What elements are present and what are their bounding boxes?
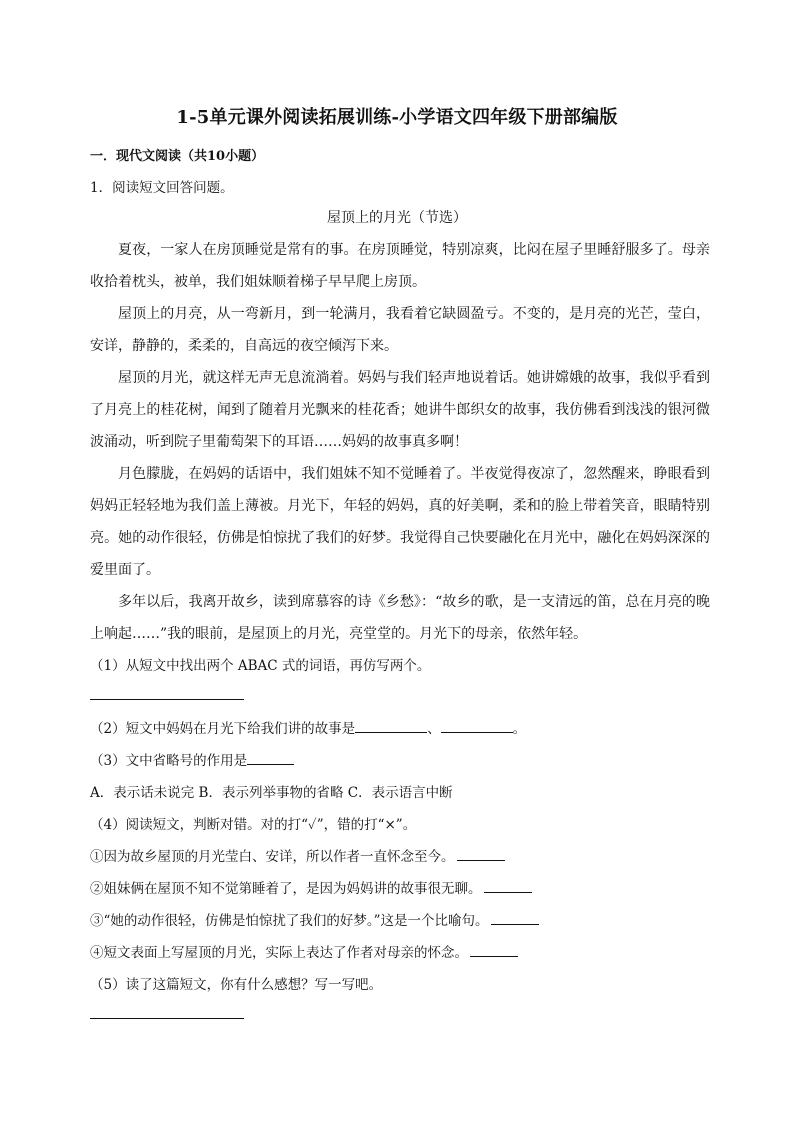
answer-line-q1[interactable] [90,699,244,700]
passage-paragraph: 多年以后，我离开故乡，读到席慕容的诗《乡愁》：“故乡的歌，是一支清远的笛，总在月亮的晚上响起……”我的眼前，是屋顶上的月光，亮堂堂的。月光下的母亲，依然年轻。 [90,594,710,642]
sub-question-3 [90,749,294,769]
sub-question-4: （4）阅读短文，判断对错。对的打“✓”，错的打“×”。 [90,817,417,833]
section-heading: 一．现代文阅读（共10小题） [90,149,265,164]
passage-body [90,234,710,650]
separator: 、 [427,721,441,737]
answer-blank-judgement-4[interactable] [470,942,518,957]
judgement-text: ④短文表面上写屋顶的月光，实际上表达了作者对母亲的怀念。 [90,945,468,961]
passage-paragraph: 屋顶上的月亮，从一弯新月，到一轮满月，我看着它缺圆盈亏。不变的，是月亮的光芒，莹白，安详，静静的，柔柔的，自高远的夜空倾泻下来。 [90,306,710,354]
passage-paragraph: 月色朦胧，在妈妈的话语中，我们姐妹不知不觉睡着了。半夜觉得夜凉了，忽然醒来，睁眼看到妈妈正轻轻地为我们盖上薄被。月光下，年轻的妈妈，真的好美啊，柔和的脸上带着笑音，眼睛特别亮。她的动作很轻，仿佛是怕惊扰了我们的好梦。我觉得自己快要融化在月光中，融化在妈妈深深的爱里面了。 [90,466,710,578]
answer-blank-judgement-1[interactable] [457,846,505,861]
sub-question-2 [90,717,526,737]
answer-blank-q3[interactable] [247,750,294,765]
answer-blank-judgement-2[interactable] [484,878,532,893]
judgement-item [90,877,532,897]
period: 。 [512,721,527,737]
sub-question-1: （1）从短文中找出两个 ABAC 式的词语，再仿写两个。 [90,658,431,674]
answer-blank-judgement-3[interactable] [491,910,539,925]
answer-line-q5[interactable] [90,1018,244,1019]
judgement-text: ②姐妹俩在屋顶不知不觉第睡着了，是因为妈妈讲的故事很无聊。 [90,881,482,897]
answer-blank-q2-first[interactable] [355,718,427,733]
judgement-text: ③“她的动作很轻，仿佛是怕惊扰了我们的好梦。”这是一个比喻句。 [90,913,489,929]
passage-paragraph: 夏夜，一家人在房顶睡觉是常有的事。在房顶睡觉，特别凉爽，比闷在屋子里睡舒服多了。母亲收拾着枕头，被单，我们姐妹顺着梯子早早爬上房顶。 [90,242,710,290]
judgement-item [90,941,518,961]
sub-question-5: （5）读了这篇短文，你有什么感想？写一写吧。 [90,977,383,993]
judgement-item [90,909,539,929]
judgement-item [90,845,505,865]
sub-question-3-options: A．表示话未说完 B．表示列举事物的省略 C．表示语言中断 [90,785,453,801]
answer-blank-q2-second[interactable] [441,718,513,733]
sub-question-2-text: （2）短文中妈妈在月光下给我们讲的故事是 [90,721,356,737]
judgement-text: ①因为故乡屋顶的月光莹白、安详，所以作者一直怀念至今。 [90,849,455,865]
document-title: 1-5单元课外阅读拓展训练-小学语文四年级下册部编版 [176,107,618,128]
sub-question-3-text: （3）文中省略号的作用是 [90,753,248,769]
passage-title: 屋顶上的月光（节选） [327,210,467,226]
question-1-prompt: 1．阅读短文回答问题。 [90,180,234,196]
passage-paragraph: 屋顶的月光，就这样无声无息流淌着。妈妈与我们轻声地说着话。她讲嫦娥的故事，我似乎看到了月亮上的桂花树，闻到了随着月光飘来的桂花香；她讲牛郎织女的故事，我仿佛看到浅浅的银河微波涌动，听到院子里葡萄架下的耳语……妈妈的故事真多啊！ [90,370,710,450]
